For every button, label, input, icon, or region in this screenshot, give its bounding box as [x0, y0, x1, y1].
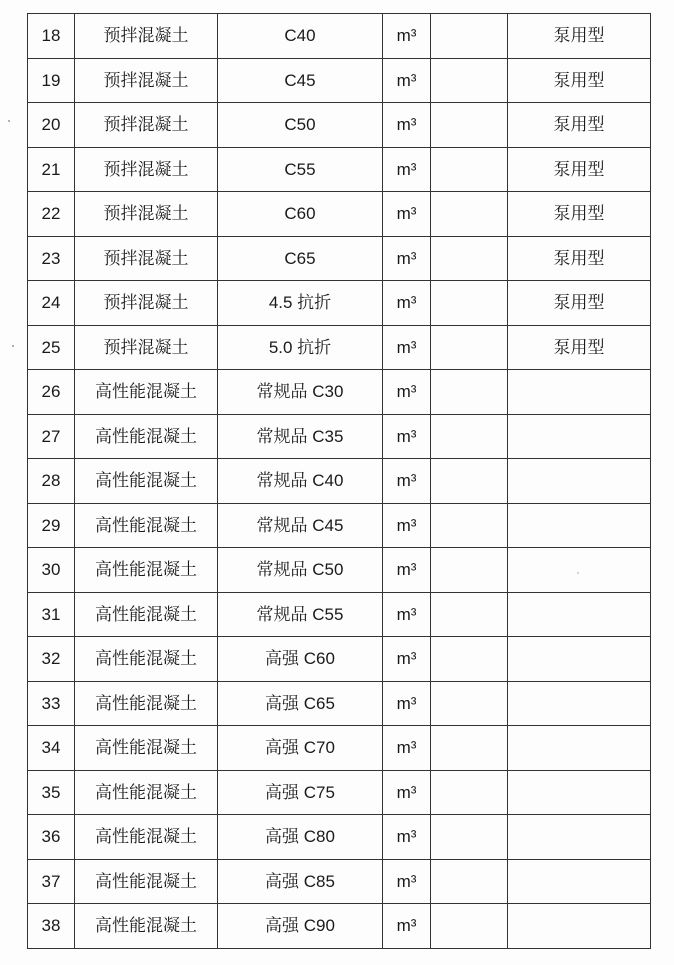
unit-cell: m³: [383, 548, 431, 593]
spec-cell: C50: [218, 103, 383, 148]
table-row: [28, 147, 651, 192]
row-number-cell: 23: [28, 236, 75, 281]
table-row: [28, 414, 651, 459]
material-name-cell: 高性能混凝土: [75, 726, 218, 771]
remark-cell: 泵用型: [508, 147, 651, 192]
price-cell: [431, 14, 508, 59]
table-row: [28, 904, 651, 949]
spec-cell: C45: [218, 58, 383, 103]
price-cell: [431, 370, 508, 415]
remark-cell: 泵用型: [508, 236, 651, 281]
spec-cell: 4.5 抗折: [218, 281, 383, 326]
remark-cell: [508, 503, 651, 548]
unit-cell: m³: [383, 815, 431, 860]
unit-cell: m³: [383, 859, 431, 904]
spec-cell: C55: [218, 147, 383, 192]
row-number-cell: 36: [28, 815, 75, 860]
unit-cell: m³: [383, 637, 431, 682]
price-cell: [431, 147, 508, 192]
spec-cell: 5.0 抗折: [218, 325, 383, 370]
spec-cell: 常规品 C55: [218, 592, 383, 637]
price-cell: [431, 414, 508, 459]
spec-cell: 高强 C80: [218, 815, 383, 860]
price-cell: [431, 503, 508, 548]
table-row: [28, 726, 651, 771]
table-row: [28, 370, 651, 415]
price-cell: [431, 815, 508, 860]
row-number-cell: 37: [28, 859, 75, 904]
spec-cell: 高强 C90: [218, 904, 383, 949]
row-number-cell: 27: [28, 414, 75, 459]
unit-cell: m³: [383, 592, 431, 637]
material-name-cell: 高性能混凝土: [75, 370, 218, 415]
table-row: [28, 281, 651, 326]
unit-cell: m³: [383, 236, 431, 281]
table-row: [28, 548, 651, 593]
unit-cell: m³: [383, 904, 431, 949]
spec-cell: C60: [218, 192, 383, 237]
remark-cell: [508, 459, 651, 504]
price-cell: [431, 58, 508, 103]
price-cell: [431, 859, 508, 904]
material-name-cell: 高性能混凝土: [75, 904, 218, 949]
table-row: [28, 459, 651, 504]
remark-cell: [508, 815, 651, 860]
unit-cell: m³: [383, 192, 431, 237]
row-number-cell: 29: [28, 503, 75, 548]
spec-cell: 常规品 C30: [218, 370, 383, 415]
material-name-cell: 预拌混凝土: [75, 192, 218, 237]
unit-cell: m³: [383, 103, 431, 148]
scan-speck: [8, 120, 10, 122]
scan-speck: [12, 345, 14, 347]
material-name-cell: 高性能混凝土: [75, 414, 218, 459]
unit-cell: m³: [383, 681, 431, 726]
price-cell: [431, 681, 508, 726]
spec-cell: 高强 C75: [218, 770, 383, 815]
row-number-cell: 24: [28, 281, 75, 326]
material-name-cell: 高性能混凝土: [75, 681, 218, 726]
remark-cell: [508, 370, 651, 415]
remark-cell: [508, 681, 651, 726]
material-name-cell: 高性能混凝土: [75, 592, 218, 637]
unit-cell: m³: [383, 14, 431, 59]
price-cell: [431, 904, 508, 949]
material-name-cell: 高性能混凝土: [75, 637, 218, 682]
remark-cell: 泵用型: [508, 325, 651, 370]
price-cell: [431, 637, 508, 682]
row-number-cell: 31: [28, 592, 75, 637]
row-number-cell: 32: [28, 637, 75, 682]
unit-cell: m³: [383, 726, 431, 771]
row-number-cell: 30: [28, 548, 75, 593]
table-row: [28, 14, 651, 59]
material-name-cell: 高性能混凝土: [75, 459, 218, 504]
row-number-cell: 18: [28, 14, 75, 59]
row-number-cell: 33: [28, 681, 75, 726]
price-table-body: [28, 14, 651, 949]
row-number-cell: 21: [28, 147, 75, 192]
unit-cell: m³: [383, 147, 431, 192]
row-number-cell: 19: [28, 58, 75, 103]
row-number-cell: 20: [28, 103, 75, 148]
spec-cell: 高强 C70: [218, 726, 383, 771]
price-cell: [431, 459, 508, 504]
price-cell: [431, 236, 508, 281]
remark-cell: [508, 592, 651, 637]
unit-cell: m³: [383, 325, 431, 370]
table-row: [28, 325, 651, 370]
price-cell: [431, 726, 508, 771]
remark-cell: [508, 770, 651, 815]
table-row: [28, 103, 651, 148]
remark-cell: 泵用型: [508, 281, 651, 326]
price-cell: [431, 192, 508, 237]
unit-cell: m³: [383, 459, 431, 504]
row-number-cell: 28: [28, 459, 75, 504]
material-name-cell: 高性能混凝土: [75, 859, 218, 904]
material-name-cell: 预拌混凝土: [75, 14, 218, 59]
price-cell: [431, 548, 508, 593]
material-name-cell: 高性能混凝土: [75, 548, 218, 593]
row-number-cell: 38: [28, 904, 75, 949]
price-cell: [431, 770, 508, 815]
table-row: [28, 503, 651, 548]
price-table: [27, 13, 651, 949]
material-name-cell: 高性能混凝土: [75, 503, 218, 548]
row-number-cell: 25: [28, 325, 75, 370]
spec-cell: 高强 C85: [218, 859, 383, 904]
row-number-cell: 34: [28, 726, 75, 771]
spec-cell: 常规品 C40: [218, 459, 383, 504]
price-cell: [431, 281, 508, 326]
row-number-cell: 22: [28, 192, 75, 237]
spec-cell: 常规品 C45: [218, 503, 383, 548]
remark-cell: 泵用型: [508, 14, 651, 59]
unit-cell: m³: [383, 281, 431, 326]
price-cell: [431, 103, 508, 148]
table-row: [28, 770, 651, 815]
unit-cell: m³: [383, 770, 431, 815]
material-name-cell: 预拌混凝土: [75, 147, 218, 192]
spec-cell: C65: [218, 236, 383, 281]
table-row: [28, 192, 651, 237]
material-name-cell: 预拌混凝土: [75, 103, 218, 148]
unit-cell: m³: [383, 58, 431, 103]
price-cell: [431, 325, 508, 370]
table-row: [28, 592, 651, 637]
row-number-cell: 26: [28, 370, 75, 415]
spec-cell: 常规品 C35: [218, 414, 383, 459]
material-name-cell: 预拌混凝土: [75, 281, 218, 326]
remark-cell: [508, 548, 651, 593]
spec-cell: 高强 C60: [218, 637, 383, 682]
table-row: [28, 236, 651, 281]
remark-cell: [508, 726, 651, 771]
remark-cell: 泵用型: [508, 103, 651, 148]
remark-cell: [508, 637, 651, 682]
material-name-cell: 预拌混凝土: [75, 236, 218, 281]
remark-cell: 泵用型: [508, 58, 651, 103]
spec-cell: C40: [218, 14, 383, 59]
table-row: [28, 637, 651, 682]
table-row: [28, 58, 651, 103]
material-name-cell: 高性能混凝土: [75, 770, 218, 815]
material-name-cell: 高性能混凝土: [75, 815, 218, 860]
row-number-cell: 35: [28, 770, 75, 815]
spec-cell: 高强 C65: [218, 681, 383, 726]
remark-cell: 泵用型: [508, 192, 651, 237]
spec-cell: 常规品 C50: [218, 548, 383, 593]
table-row: [28, 681, 651, 726]
unit-cell: m³: [383, 370, 431, 415]
material-name-cell: 预拌混凝土: [75, 325, 218, 370]
table-row: [28, 859, 651, 904]
table-row: [28, 815, 651, 860]
material-name-cell: 预拌混凝土: [75, 58, 218, 103]
remark-cell: [508, 859, 651, 904]
remark-cell: [508, 414, 651, 459]
unit-cell: m³: [383, 503, 431, 548]
unit-cell: m³: [383, 414, 431, 459]
remark-cell: [508, 904, 651, 949]
price-cell: [431, 592, 508, 637]
